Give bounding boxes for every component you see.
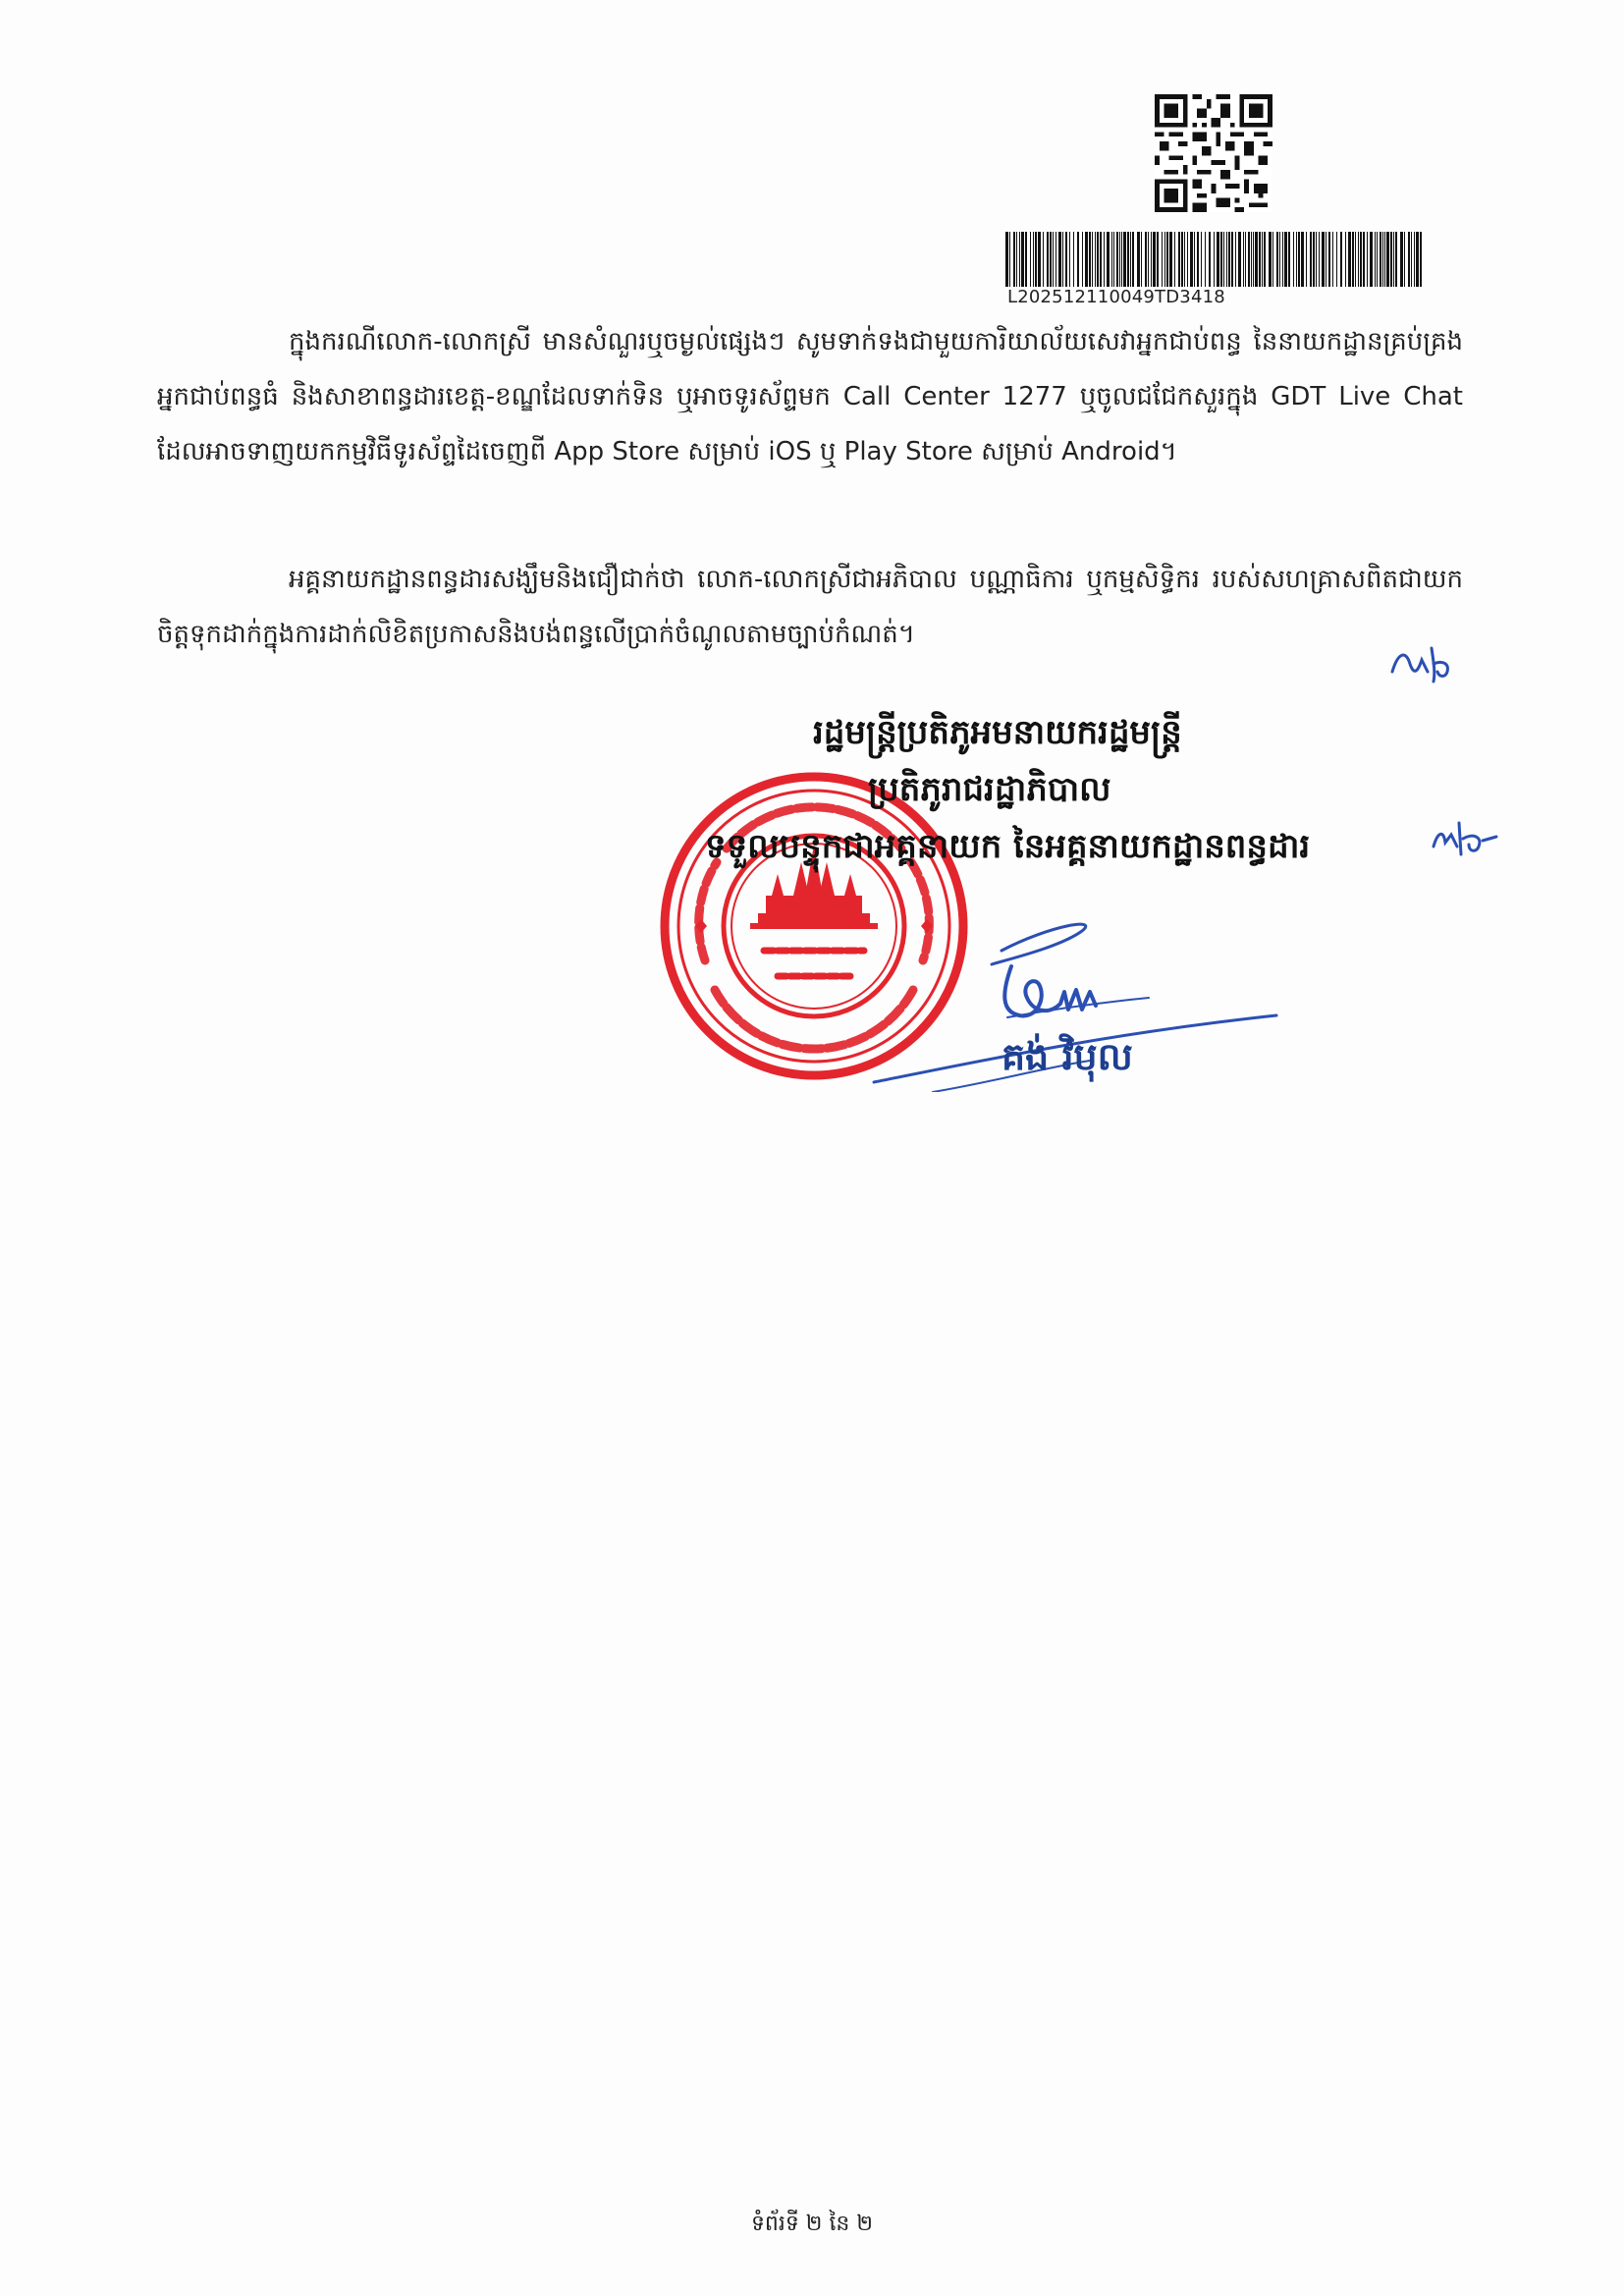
- signatory-title-line-3: ទទួលបន្ទុកជាអគ្គនាយក នៃអគ្គនាយកដ្ឋានពន្ធដារ: [705, 827, 1311, 866]
- barcode: [1003, 232, 1426, 287]
- handwritten-initial: [1430, 817, 1500, 860]
- body-paragraph-1-container: [157, 314, 1463, 479]
- body-paragraph: អគ្គនាយកដ្ឋានពន្ធដារសង្ឃឹមនិងជឿជាក់ថា លោក-លោកស្រីជាអភិបាល បណ្ណាធិការ ឬកម្មសិទ្ធិករ របស់សហគ្រាសពិតជាយកចិត្តទុកដាក់ក្នុងការដាក់លិខិតប្រកាសនិងបង់ពន្ធលើប្រាក់ចំណូលតាមច្បាប់កំណត់។: [157, 565, 1463, 649]
- signatory-title-line-2: ប្រតិភូរាជរដ្ឋាភិបាល: [868, 770, 1111, 809]
- body-paragraph: ក្នុងករណីលោក-លោកស្រី មានសំណួរឬចម្ងល់ផ្សេងៗ សូមទាក់ទងជាមួយការិយាល័យសេវាអ្នកជាប់ពន្ធ នៃនាយកដ្ឋានគ្រប់គ្រងអ្នកជាប់ពន្ធធំ និងសាខាពន្ធដារខេត្ត-ខណ្ឌដែលទាក់ទិន ឬអាចទូរស័ព្ទមក Call Center 1277 ឬចូលជជែកសួរក្នុង GDT Live Chat ដែលអាចទាញយកកម្មវិធីទូរស័ព្ទដៃចេញពី App Store សម្រាប់ iOS ឬ Play Store សម្រាប់ Android។: [157, 327, 1463, 466]
- handwritten-initial: [1388, 642, 1457, 685]
- signer-name: គង់ វិបុល: [1001, 1035, 1133, 1078]
- body-paragraph-2-container: [157, 552, 1463, 662]
- qr-code: [1155, 94, 1272, 212]
- barcode-number: L202512110049TD3418: [1007, 287, 1225, 307]
- page-number: ទំព័រទី ២ នៃ ២: [750, 2212, 874, 2236]
- signatory-title-line-1: រដ្ឋមន្ត្រីប្រតិភូអមនាយករដ្ឋមន្ត្រី: [813, 713, 1182, 752]
